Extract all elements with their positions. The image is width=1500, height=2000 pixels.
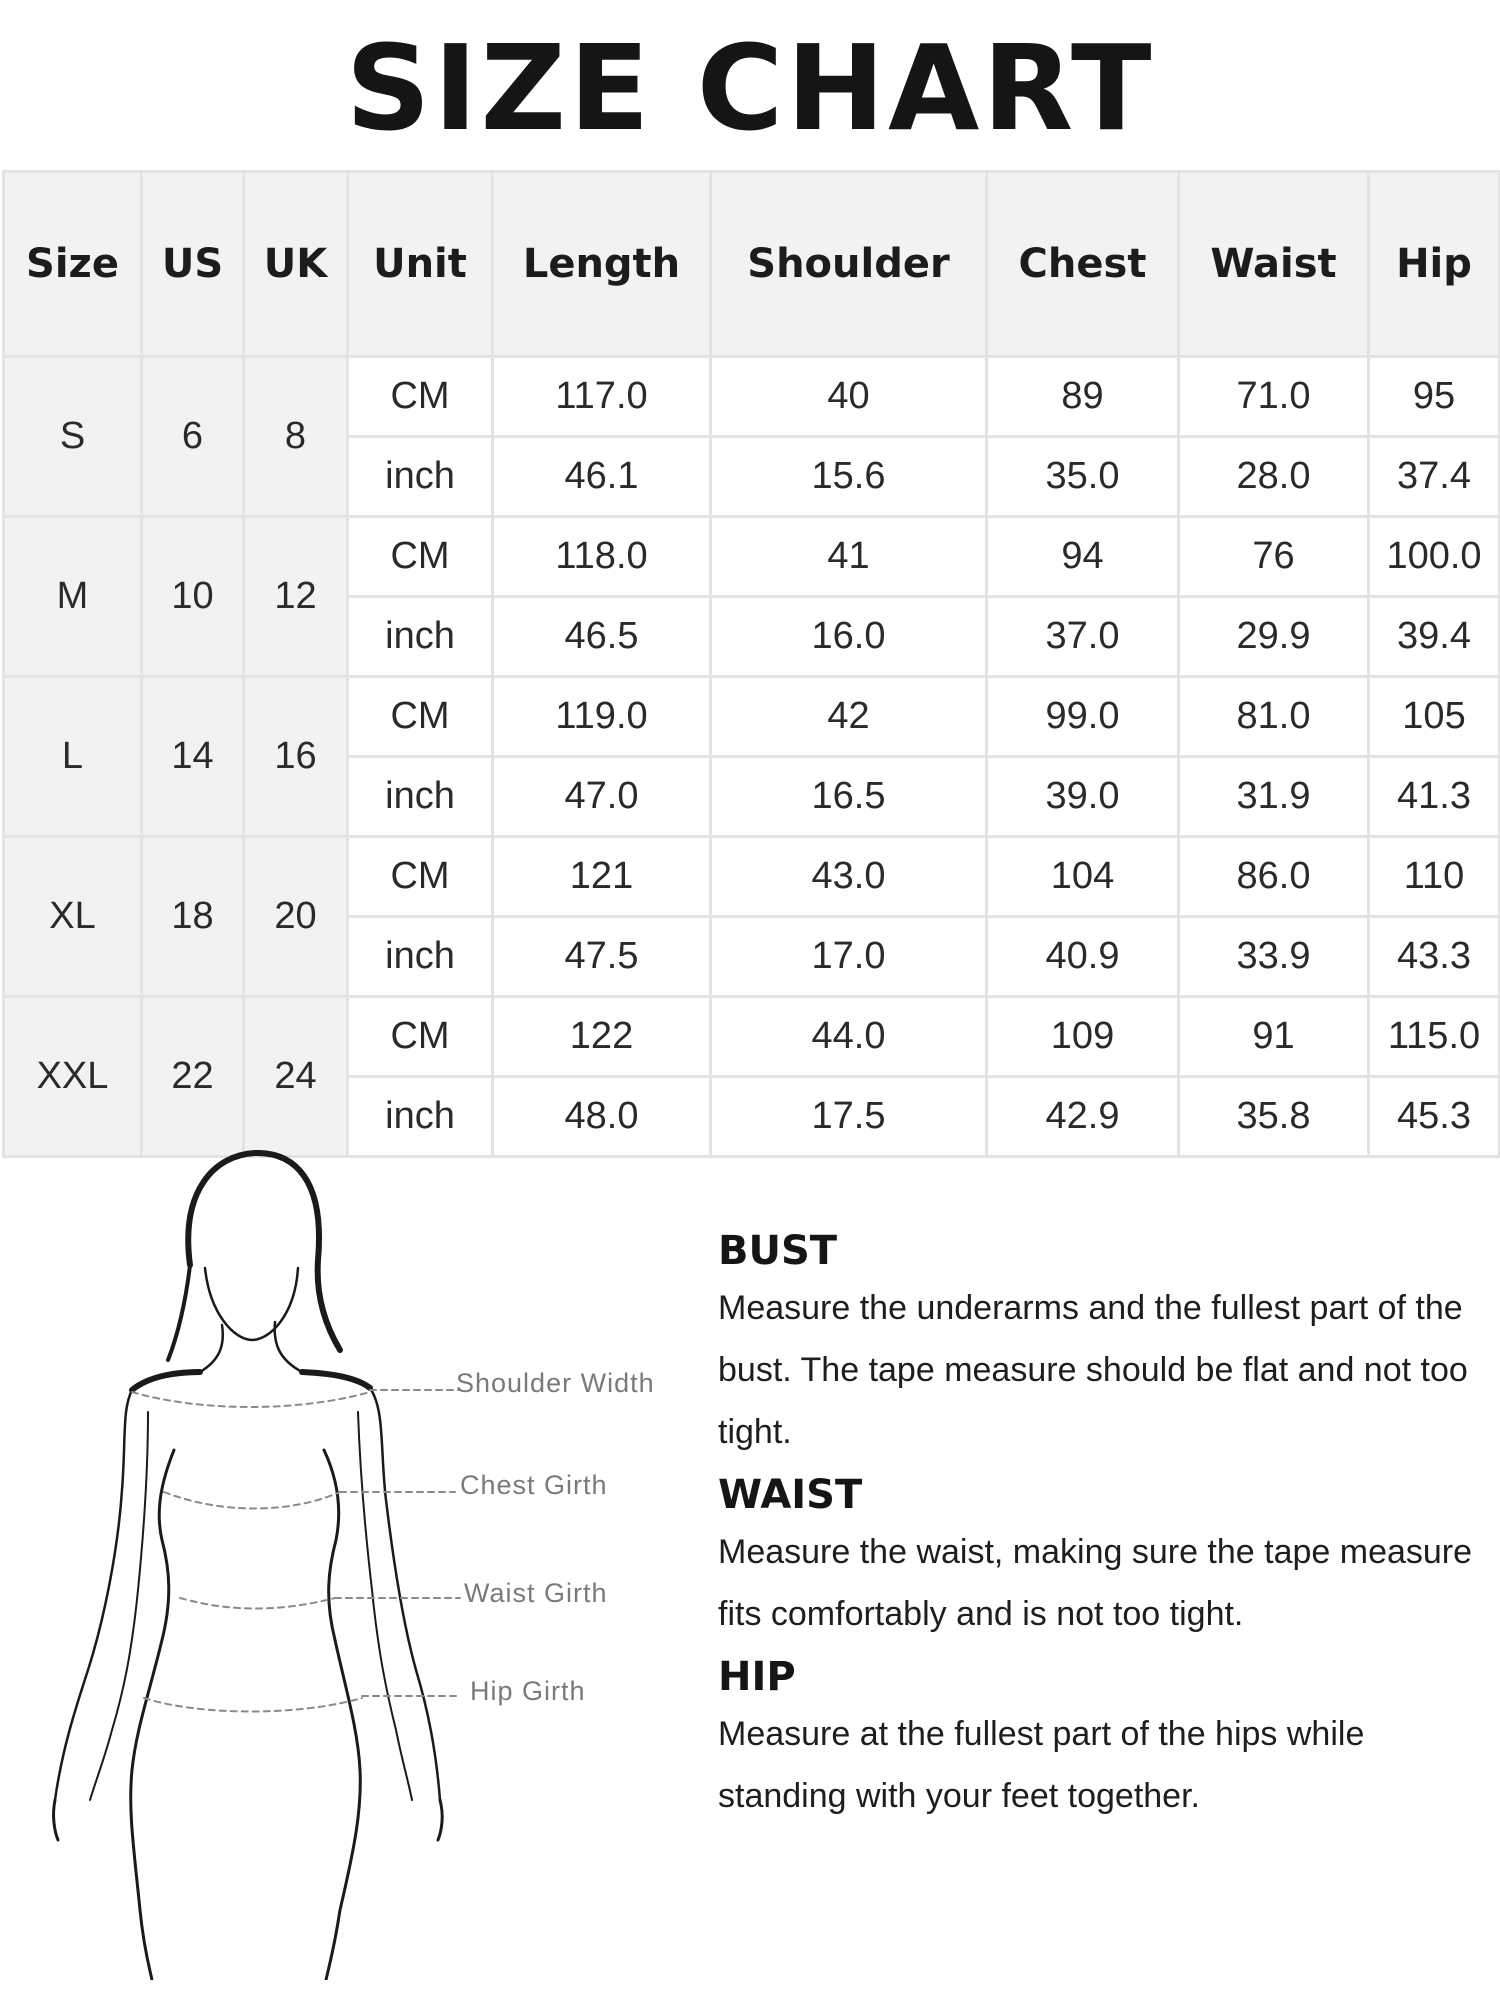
waist-girth-label: Waist Girth [464, 1578, 608, 1608]
hip-cell: 115.0 [1369, 997, 1500, 1077]
table-body [4, 357, 1500, 1157]
length-cell: 47.5 [493, 917, 711, 997]
length-cell: 48.0 [493, 1077, 711, 1157]
hip-girth-label: Hip Girth [470, 1676, 586, 1706]
shoulder-cell: 40 [711, 357, 987, 437]
body-measurement-figure [40, 1150, 700, 1980]
waist-cell: 71.0 [1179, 357, 1369, 437]
header-size: Size [4, 172, 142, 357]
chest-cell: 99.0 [987, 677, 1179, 757]
chest-cell: 89 [987, 357, 1179, 437]
bust-text: Measure the underarms and the fullest part of the bust. The tape measure should be flat and not too tight. [718, 1289, 1468, 1451]
waist-cell: 91 [1179, 997, 1369, 1077]
header-shoulder: Shoulder [711, 172, 987, 357]
waist-heading: WAIST [718, 1472, 863, 1518]
chest-cell: 94 [987, 517, 1179, 597]
chest-cell: 35.0 [987, 437, 1179, 517]
shoulder-cell: 43.0 [711, 837, 987, 917]
chest-cell: 40.9 [987, 917, 1179, 997]
table-row [4, 677, 1500, 757]
length-cell: 118.0 [493, 517, 711, 597]
shoulder-cell: 42 [711, 677, 987, 757]
unit-cell: inch [348, 757, 493, 837]
header-us: US [142, 172, 244, 357]
table-row [4, 997, 1500, 1077]
table-row [4, 357, 1500, 437]
body-silhouette-icon [40, 1150, 700, 1980]
hip-cell: 95 [1369, 357, 1500, 437]
waist-cell: 86.0 [1179, 837, 1369, 917]
length-cell: 121 [493, 837, 711, 917]
size-table [2, 170, 1500, 1158]
unit-cell: inch [348, 437, 493, 517]
hip-cell: 43.3 [1369, 917, 1500, 997]
table-row [4, 517, 1500, 597]
chest-cell: 104 [987, 837, 1179, 917]
hip-cell: 110 [1369, 837, 1500, 917]
shoulder-cell: 41 [711, 517, 987, 597]
waist-text: Measure the waist, making sure the tape measure fits comfortably and is not too tight. [718, 1533, 1473, 1633]
length-cell: 47.0 [493, 757, 711, 837]
header-length: Length [493, 172, 711, 357]
unit-cell: CM [348, 517, 493, 597]
waist-cell: 29.9 [1179, 597, 1369, 677]
uk-size-cell: 8 [244, 357, 348, 517]
hip-heading: HIP [718, 1654, 796, 1700]
shoulder-cell: 15.6 [711, 437, 987, 517]
uk-size-cell: 16 [244, 677, 348, 837]
hip-cell: 41.3 [1369, 757, 1500, 837]
hip-cell: 45.3 [1369, 1077, 1500, 1157]
hip-cell: 100.0 [1369, 517, 1500, 597]
us-size-cell: 22 [142, 997, 244, 1157]
unit-cell: CM [348, 677, 493, 757]
table-row [4, 837, 1500, 917]
size-cell: XL [4, 837, 142, 997]
size-cell: S [4, 357, 142, 517]
waist-cell: 31.9 [1179, 757, 1369, 837]
shoulder-cell: 16.0 [711, 597, 987, 677]
chest-cell: 109 [987, 997, 1179, 1077]
unit-cell: CM [348, 997, 493, 1077]
waist-cell: 33.9 [1179, 917, 1369, 997]
length-cell: 117.0 [493, 357, 711, 437]
waist-cell: 76 [1179, 517, 1369, 597]
uk-size-cell: 24 [244, 997, 348, 1157]
chest-cell: 39.0 [987, 757, 1179, 837]
chest-girth-label: Chest Girth [460, 1470, 608, 1500]
hip-cell: 37.4 [1369, 437, 1500, 517]
shoulder-width-label: Shoulder Width [456, 1368, 655, 1398]
page-title: SIZE CHART [345, 19, 1155, 157]
shoulder-cell: 44.0 [711, 997, 987, 1077]
header-unit: Unit [348, 172, 493, 357]
us-size-cell: 18 [142, 837, 244, 997]
size-cell: L [4, 677, 142, 837]
hip-text: Measure at the fullest part of the hips while standing with your feet together. [718, 1715, 1365, 1815]
size-cell: M [4, 517, 142, 677]
bust-heading: BUST [718, 1228, 838, 1274]
header-chest: Chest [987, 172, 1179, 357]
shoulder-cell: 17.0 [711, 917, 987, 997]
us-size-cell: 14 [142, 677, 244, 837]
header-hip: Hip [1369, 172, 1500, 357]
table-header-row [4, 172, 1500, 357]
shoulder-cell: 17.5 [711, 1077, 987, 1157]
chest-cell: 37.0 [987, 597, 1179, 677]
header-waist: Waist [1179, 172, 1369, 357]
waist-cell: 35.8 [1179, 1077, 1369, 1157]
hip-cell: 105 [1369, 677, 1500, 757]
length-cell: 46.1 [493, 437, 711, 517]
header-uk: UK [244, 172, 348, 357]
hip-cell: 39.4 [1369, 597, 1500, 677]
shoulder-cell: 16.5 [711, 757, 987, 837]
measurement-guide [718, 1225, 1478, 1833]
length-cell: 119.0 [493, 677, 711, 757]
waist-cell: 28.0 [1179, 437, 1369, 517]
chest-cell: 42.9 [987, 1077, 1179, 1157]
us-size-cell: 6 [142, 357, 244, 517]
us-size-cell: 10 [142, 517, 244, 677]
unit-cell: CM [348, 837, 493, 917]
unit-cell: inch [348, 597, 493, 677]
uk-size-cell: 12 [244, 517, 348, 677]
waist-cell: 81.0 [1179, 677, 1369, 757]
length-cell: 46.5 [493, 597, 711, 677]
unit-cell: inch [348, 917, 493, 997]
size-cell: XXL [4, 997, 142, 1157]
uk-size-cell: 20 [244, 837, 348, 997]
unit-cell: CM [348, 357, 493, 437]
unit-cell: inch [348, 1077, 493, 1157]
length-cell: 122 [493, 997, 711, 1077]
